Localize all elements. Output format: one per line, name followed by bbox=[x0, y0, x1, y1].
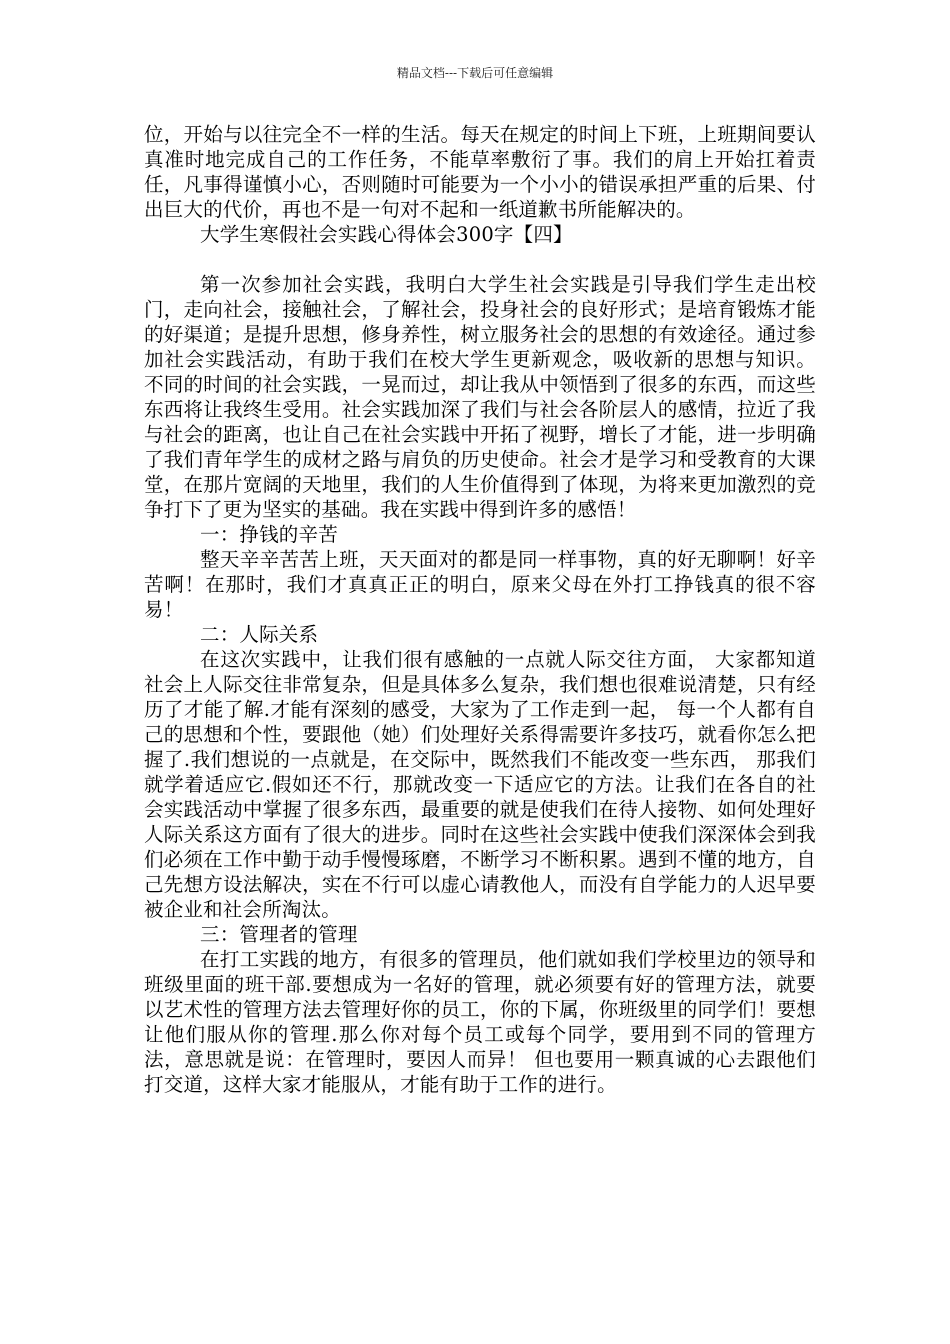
paragraph-earning-hardship: 整天辛辛苦苦上班，天天面对的都是同一样事物，真的好无聊啊！好辛苦啊！在那时，我们才真真正正的明白，原来父母在外打工挣钱真的很不容易！ bbox=[144, 548, 816, 621]
paragraph-interpersonal: 在这次实践中，让我们很有感触的一点就人际交往方面， 大家都知道社会上人际交往非常复杂，但是具体多么复杂，我们想也很难说清楚，只有经历了才能了解.才能有深刻的感受，大家为了工作走到一起， 每一个人都有自己的思想和个性，要跟他（她）们处理好关系得需要许多技巧，就看你怎么把握了.我们想说的一点就是，在交际中，既然我们不能改变一些东西， 那我们就学着适应它.假如还不行，那就改变一下适应它的方法。让我们在各自的社会实践活动中掌握了很多东西，最重要的就是使我们在待人接物、如何处理好人际关系这方面有了很大的进步。同时在这些社会实践中使我们深深体会到我们必须在工作中勤于动手慢慢琢磨，不断学习不断积累。遇到不懂的地方，自己先想方设法解决，实在不行可以虚心请教他人，而没有自学能力的人迟早要被企业和社会所淘汰。 bbox=[144, 648, 816, 921]
paragraph-continued: 位，开始与以往完全不一样的生活。每天在规定的时间上下班，上班期间要认真准时地完成自己的工作任务，不能草率敷衍了事。我们的肩上开始扛着责任，凡事得谨慎小心，否则随时可能要为一个小小的错误承担严重的后果、付出巨大的代价，再也不是一句对不起和一纸道歉书所能解决的。 bbox=[144, 123, 816, 221]
heading-interpersonal: 二：人际关系 bbox=[200, 623, 319, 646]
heading-management: 三：管理者的管理 bbox=[200, 923, 358, 946]
document-body bbox=[144, 122, 816, 1097]
paragraph-management: 在打工实践的地方，有很多的管理员，他们就如我们学校里边的领导和班级里面的班干部.要想成为一名好的管理，就必须要有好的管理方法，就要以艺术性的管理方法去管理好你的员工，你的下属，你班级里的同学们！要想让他们服从你的管理.那么你对每个员工或每个同学，要用到不同的管理方法，意思就是说：在管理时，要因人而异！ 但也要用一颗真诚的心去跟他们打交道，这样大家才能服从，才能有助于工作的进行。 bbox=[144, 948, 816, 1096]
heading-earning-hardship: 一：挣钱的辛苦 bbox=[200, 523, 338, 546]
paragraph-intro: 第一次参加社会实践，我明白大学生社会实践是引导我们学生走出校门，走向社会，接触社会，了解社会，投身社会的良好形式；是培育锻炼才能的好渠道；是提升思想，修身养性，树立服务社会的思想的有效途径。通过参加社会实践活动，有助于我们在校大学生更新观念，吸收新的思想与知识。 不同的时间的社会实践，一晃而过，却让我从中领悟到了很多的东西，而这些东西将让我终生受用。社会实践加深了我们与社会各阶层人的感情，拉近了我与社会的距离，也让自己在社会实践中开拓了视野，增长了才能，进一步明确了我们青年学生的成材之路与肩负的历史使命。社会才是学习和受教育的大课堂，在那片宽阔的天地里，我们的人生价值得到了体现，为将来更加激烈的竞争打下了更为坚实的基础。我在实践中得到许多的感悟！ bbox=[144, 273, 816, 521]
page-header: 精品文档---下载后可任意编辑 bbox=[396, 66, 554, 80]
section-title: 大学生寒假社会实践心得体会300字【四】 bbox=[200, 223, 573, 246]
